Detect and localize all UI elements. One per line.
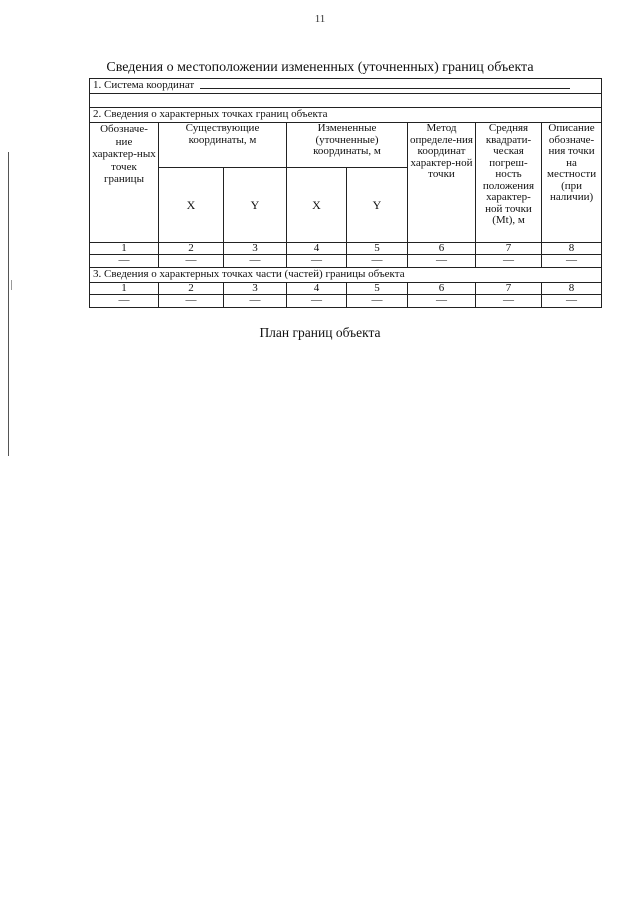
page-number: 11 bbox=[314, 13, 326, 25]
column-number: 3 bbox=[224, 283, 287, 295]
plan-title: План границ объекта bbox=[259, 325, 381, 340]
header-existing: Существующие координаты, м bbox=[159, 123, 287, 168]
header-designation: Обозначе-ние характер-ных точек границы bbox=[90, 123, 159, 243]
document-title: Сведения о местоположении измененных (уточненных) границ объекта bbox=[106, 60, 534, 75]
blank-row bbox=[90, 94, 602, 108]
header-changed-y: Y bbox=[347, 168, 408, 243]
column-numbers-row bbox=[90, 243, 602, 255]
margin-line bbox=[8, 152, 9, 456]
dash-cell: — bbox=[159, 295, 224, 308]
column-number: 2 bbox=[159, 283, 224, 295]
header-existing-x: X bbox=[159, 168, 224, 243]
column-number: 4 bbox=[287, 283, 347, 295]
header-method: Метод определе-ния координат характер-ной точки bbox=[408, 123, 476, 243]
boundary-points-table bbox=[89, 78, 602, 308]
dash-cell: — bbox=[90, 295, 159, 308]
header-existing-y: Y bbox=[224, 168, 287, 243]
margin-tick bbox=[11, 280, 12, 290]
column-number: 3 bbox=[224, 243, 287, 255]
dash-cell: — bbox=[408, 255, 476, 268]
column-number: 8 bbox=[542, 283, 602, 295]
column-number: 5 bbox=[347, 243, 408, 255]
section3-numbers-row bbox=[90, 283, 602, 295]
dash-cell: — bbox=[542, 255, 602, 268]
dash-cell: — bbox=[287, 255, 347, 268]
column-number: 1 bbox=[90, 283, 159, 295]
dash-cell: — bbox=[542, 295, 602, 308]
coordinate-system-line bbox=[200, 79, 570, 89]
column-number: 2 bbox=[159, 243, 224, 255]
section3-label: 3. Сведения о характерных точках части (частей) границы объекта bbox=[90, 268, 602, 283]
header-changed-x: X bbox=[287, 168, 347, 243]
dash-cell: — bbox=[347, 295, 408, 308]
column-number: 8 bbox=[542, 243, 602, 255]
section2-label: 2. Сведения о характерных точках границ объекта bbox=[90, 108, 602, 123]
dash-cell: — bbox=[90, 255, 159, 268]
header-error: Средняя квадрати-ческая погреш-ность положения характер-ной точки (Mt), м bbox=[476, 123, 542, 243]
header-description: Описание обозначе-ния точки на местности (при наличии) bbox=[542, 123, 602, 243]
column-number: 4 bbox=[287, 243, 347, 255]
section3-dash-row bbox=[90, 295, 602, 308]
dash-cell: — bbox=[476, 295, 542, 308]
column-number: 7 bbox=[476, 243, 542, 255]
dash-cell: — bbox=[476, 255, 542, 268]
dash-cell: — bbox=[224, 255, 287, 268]
column-number: 5 bbox=[347, 283, 408, 295]
header-changed: Измененные (уточненные) координаты, м bbox=[287, 123, 408, 168]
dash-cell: — bbox=[347, 255, 408, 268]
section1-row bbox=[90, 79, 602, 94]
column-number: 6 bbox=[408, 243, 476, 255]
section1-label: 1. Система координат bbox=[93, 79, 195, 91]
column-number: 7 bbox=[476, 283, 542, 295]
dash-cell: — bbox=[287, 295, 347, 308]
dash-cell: — bbox=[159, 255, 224, 268]
dash-cell: — bbox=[224, 295, 287, 308]
dash-row bbox=[90, 255, 602, 268]
dash-cell: — bbox=[408, 295, 476, 308]
column-number: 6 bbox=[408, 283, 476, 295]
column-number: 1 bbox=[90, 243, 159, 255]
